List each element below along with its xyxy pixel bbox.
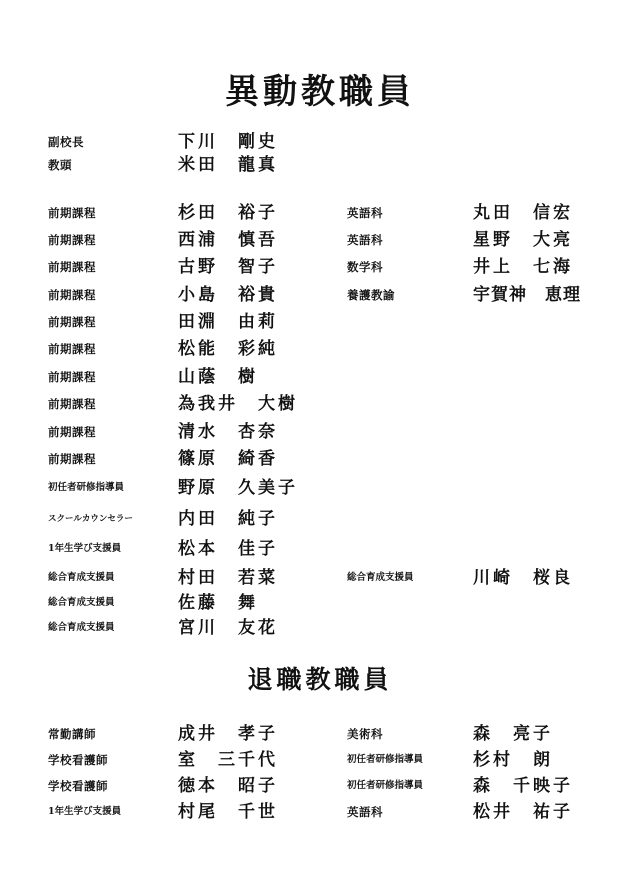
staff-name: 森 千映子 [473, 776, 573, 796]
staff-name: 星野 大亮 [473, 230, 573, 250]
role-label: 教頭 [48, 158, 72, 172]
role-label: 美術科 [347, 727, 383, 741]
staff-name: 杉田 裕子 [178, 203, 278, 223]
staff-name: 杉村 朗 [473, 750, 553, 770]
role-label: 数学科 [347, 260, 383, 274]
staff-name: 下川 剛史 [178, 132, 278, 152]
staff-name: 宇賀神 恵理 [473, 285, 581, 305]
staff-name: 古野 智子 [178, 257, 278, 277]
staff-name: 森 亮子 [473, 724, 553, 744]
staff-name: 松本 佳子 [178, 539, 278, 559]
staff-name: 村田 若菜 [178, 568, 278, 588]
staff-name: 丸田 信宏 [473, 203, 573, 223]
staff-name: 川崎 桜良 [473, 568, 573, 588]
role-label: 総合育成支援員 [48, 622, 115, 633]
staff-name: 室 三千代 [178, 750, 278, 770]
role-label: 常勤講師 [48, 727, 96, 741]
transfer-title: 異動教職員 [225, 72, 415, 112]
staff-name: 山蔭 樹 [178, 367, 258, 387]
role-label: 初任者研修指導員 [347, 780, 424, 791]
retire-title: 退職教職員 [247, 665, 393, 694]
role-label: 初任者研修指導員 [48, 482, 125, 493]
staff-name: 村尾 千世 [178, 802, 278, 822]
role-label: 総合育成支援員 [48, 572, 115, 583]
staff-name: 小島 裕貴 [178, 285, 278, 305]
role-label: 総合育成支援員 [347, 572, 414, 583]
staff-name: 野原 久美子 [178, 478, 298, 498]
role-label: 前期課程 [48, 397, 96, 411]
staff-name: 成井 孝子 [178, 724, 278, 744]
staff-name: 徳本 昭子 [178, 776, 278, 796]
role-label: 1年生学び支援員 [48, 806, 122, 817]
role-label: 学校看護師 [48, 779, 108, 793]
role-label: 英語科 [347, 206, 383, 220]
staff-name: 清水 杏奈 [178, 422, 278, 442]
role-label: 1年生学び支援員 [48, 543, 122, 554]
role-label: 初任者研修指導員 [347, 754, 424, 765]
role-label: スクールカウンセラー [48, 514, 133, 524]
staff-name: 内田 純子 [178, 509, 278, 529]
staff-name: 篠原 綺香 [178, 449, 278, 469]
staff-name: 宮川 友花 [178, 618, 278, 638]
role-label: 前期課程 [48, 315, 96, 329]
role-label: 前期課程 [48, 260, 96, 274]
role-label: 前期課程 [48, 342, 96, 356]
staff-name: 為我井 大樹 [178, 394, 298, 414]
role-label: 英語科 [347, 233, 383, 247]
staff-name: 田淵 由莉 [178, 312, 278, 332]
staff-name: 米田 龍真 [178, 155, 278, 175]
role-label: 前期課程 [48, 288, 96, 302]
staff-name: 井上 七海 [473, 257, 573, 277]
staff-name: 松能 彩純 [178, 339, 278, 359]
role-label: 副校長 [48, 135, 84, 149]
role-label: 前期課程 [48, 206, 96, 220]
role-label: 総合育成支援員 [48, 597, 115, 608]
role-label: 前期課程 [48, 452, 96, 466]
role-label: 前期課程 [48, 370, 96, 384]
staff-name: 松井 祐子 [473, 802, 573, 822]
staff-name: 佐藤 舞 [178, 593, 258, 613]
role-label: 英語科 [347, 805, 383, 819]
role-label: 前期課程 [48, 425, 96, 439]
role-label: 養護教諭 [347, 288, 395, 302]
role-label: 学校看護師 [48, 753, 108, 767]
staff-name: 西浦 慎吾 [178, 230, 278, 250]
role-label: 前期課程 [48, 233, 96, 247]
